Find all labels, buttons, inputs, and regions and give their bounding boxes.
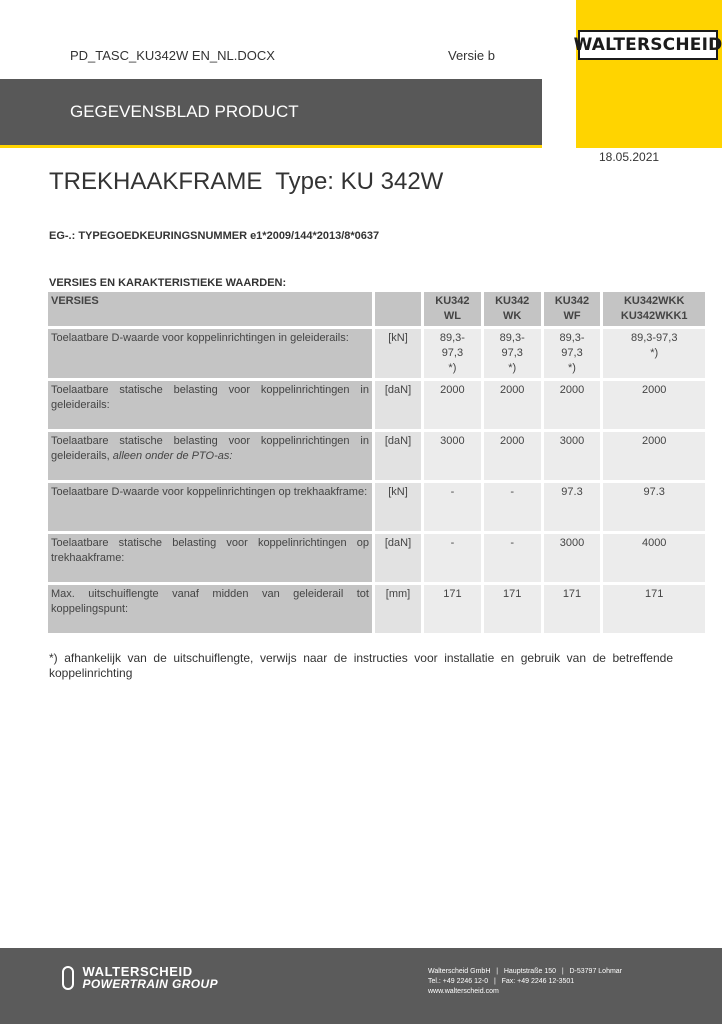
header-version-4: KU342WKK KU342WKK1 [603,292,708,326]
row-unit: [daN] [375,432,424,480]
row-value: 97.3 [603,483,708,531]
footnote: *) afhankelijk van de uitschuiflengte, verwijs naar de instructies voor installatie en gebruik van de betreffende koppelinrichting [49,651,673,680]
row-value: 3000 [544,534,604,582]
row-value: 171 [544,585,604,633]
row-value: 3000 [424,432,484,480]
row-description-text: Toelaatbare statische belasting voor koppelinrichtingen in geleiderails, [51,435,369,462]
document-filename: PD_TASC_KU342W EN_NL.DOCX [70,48,275,63]
row-value: 97.3 [544,483,604,531]
header-unit [375,292,424,326]
table-row [48,432,708,480]
footer-address-line: Walterscheid GmbH | Hauptstraße 150 | D-53797 Lohmar [428,968,623,975]
row-value: 2000 [544,381,604,429]
row-description [48,329,375,378]
row-unit: [kN] [375,329,424,378]
row-value: 89,3-97,3 *) [603,329,708,378]
row-description-text: Max. uitschuiflengte vanaf midden van geleiderail tot koppelingspunt: [51,588,369,615]
specification-table [48,289,708,636]
datasheet-title: GEGEVENSBLAD PRODUCT [70,102,299,121]
walterscheid-mark-icon [62,966,74,990]
row-description [48,432,375,480]
row-value: 4000 [603,534,708,582]
table-row [48,329,708,378]
row-value: 3000 [544,432,604,480]
row-value: 2000 [603,432,708,480]
row-description-text: Toelaatbare statische belasting voor koppelinrichtingen in geleiderails: [51,384,369,411]
row-value: - [484,483,544,531]
row-value: 171 [484,585,544,633]
row-description-emphasis: alleen onder de PTO-as: [112,450,233,462]
row-value: 2000 [603,381,708,429]
table-row [48,381,708,429]
versions-heading: VERSIES EN KARAKTERISTIEKE WAARDEN: [49,277,287,289]
row-description-text: Toelaatbare D-waarde voor koppelinrichtingen in geleiderails: [51,332,349,344]
row-unit: [daN] [375,534,424,582]
header-version-2: KU342 WK [484,292,544,326]
header-label: VERSIES [48,292,375,326]
logo-text: WALTERSCHEID [573,35,722,55]
type-approval-number: EG-.: TYPEGOEDKEURINGSNUMMER e1*2009/144*2013/8*0637 [49,230,380,242]
footer-address [428,967,622,997]
footer-website: www.walterscheid.com [428,988,499,995]
row-description-text: Toelaatbare statische belasting voor koppelinrichtingen op trekhaakframe: [51,537,369,564]
row-value: - [424,534,484,582]
page-title: TREKHAAKFRAME Type: KU 342W [49,168,444,195]
row-value: 89,3- 97,3 *) [544,329,604,378]
row-value: - [484,534,544,582]
row-value: 171 [603,585,708,633]
footer-group-name: POWERTRAIN GROUP [82,977,218,991]
brand-yellow-block [573,0,722,148]
row-description [48,381,375,429]
footer-logo [62,966,218,990]
header-version-1: KU342 WL [424,292,484,326]
walterscheid-logo [573,30,722,60]
row-description [48,534,375,582]
table-row [48,585,708,633]
row-value: - [424,483,484,531]
table-header-row [48,292,708,326]
document-version: Versie b [448,48,495,63]
row-value: 2000 [484,432,544,480]
footer-brand-name: WALTERSCHEID [82,964,193,979]
row-unit: [kN] [375,483,424,531]
row-description [48,483,375,531]
row-value: 2000 [484,381,544,429]
footer-contact-line: Tel.: +49 2246 12-0 | Fax: +49 2246 12-3501 [428,978,575,985]
table-row [48,483,708,531]
row-unit: [daN] [375,381,424,429]
table-row [48,534,708,582]
row-value: 89,3- 97,3 *) [484,329,544,378]
header-stripe [0,145,542,148]
row-value: 89,3- 97,3 *) [424,329,484,378]
row-unit: [mm] [375,585,424,633]
header-version-3: KU342 WF [544,292,604,326]
row-value: 171 [424,585,484,633]
row-description-text: Toelaatbare D-waarde voor koppelinrichtingen op trekhaakframe: [51,486,368,498]
row-description [48,585,375,633]
document-date: 18.05.2021 [599,150,660,164]
row-value: 2000 [424,381,484,429]
